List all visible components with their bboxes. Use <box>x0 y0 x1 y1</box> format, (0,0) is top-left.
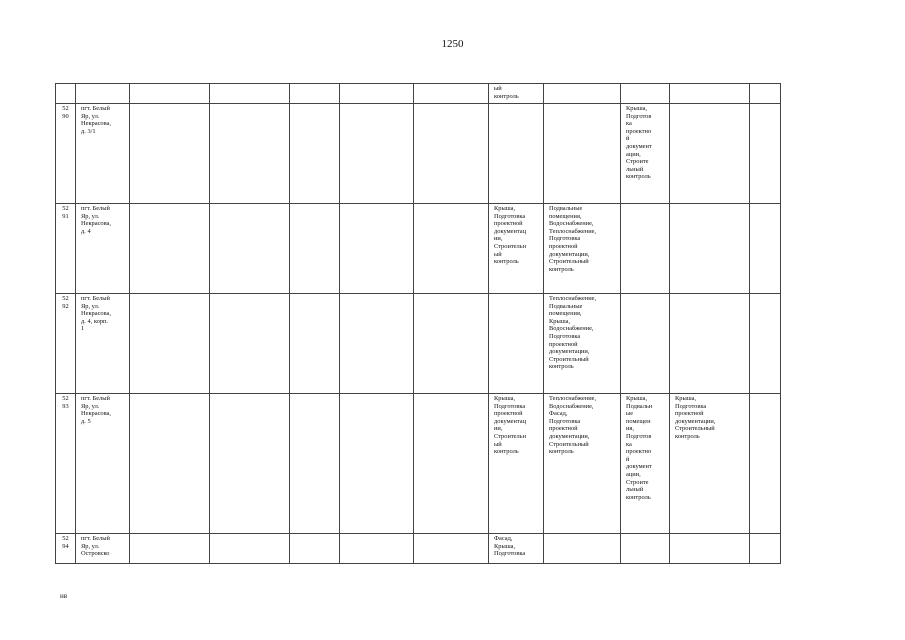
table-row <box>56 104 781 204</box>
work-cell <box>210 204 290 294</box>
work-cell <box>750 204 781 294</box>
work-cell <box>670 84 750 104</box>
work-cell <box>414 84 489 104</box>
work-cell <box>290 394 340 534</box>
work-cell <box>210 294 290 394</box>
address-cell: пгт. Белый Яр, ул. Некрасова, д. 4 <box>76 204 130 294</box>
work-cell <box>340 294 414 394</box>
repair-schedule-table <box>55 83 780 564</box>
work-cell <box>621 294 670 394</box>
work-cell <box>670 294 750 394</box>
work-cell <box>340 84 414 104</box>
work-cell <box>130 294 210 394</box>
work-cell <box>621 204 670 294</box>
work-cell <box>290 104 340 204</box>
work-cell: Крыша, Подвальн ые помещен ия, Подготов ка проектно й документ ации, Строите льный контроль <box>621 394 670 534</box>
work-cell: Теплоснабжение, Подвальные помещения, Крыша, Водоснабжение, Подготовка проектной документации, Строительный контроль <box>544 294 621 394</box>
work-cell: Подвальные помещения, Водоснабжение, Теплоснабжение, Подготовка проектной документации, Строительный контроль <box>544 204 621 294</box>
work-cell <box>290 534 340 564</box>
address-cell: пгт. Белый Яр, ул. Некрасова, д. 4, корп. 1 <box>76 294 130 394</box>
work-cell <box>130 394 210 534</box>
row-number: 52 93 <box>56 394 76 534</box>
work-cell <box>130 84 210 104</box>
work-cell <box>750 394 781 534</box>
work-cell <box>340 104 414 204</box>
work-cell <box>750 84 781 104</box>
work-cell <box>750 104 781 204</box>
table-row <box>56 294 781 394</box>
work-cell <box>414 534 489 564</box>
work-cell <box>414 394 489 534</box>
work-cell <box>290 84 340 104</box>
work-cell <box>290 204 340 294</box>
work-cell: Крыша, Подготов ка проектно й документ ации, Строите льный контроль <box>621 104 670 204</box>
row-number: 52 94 <box>56 534 76 564</box>
work-cell: Крыша, Подготовка проектной документации, Строительный контроль <box>670 394 750 534</box>
work-cell <box>621 534 670 564</box>
work-cell <box>340 534 414 564</box>
work-cell <box>750 294 781 394</box>
work-cell <box>544 104 621 204</box>
work-cell <box>489 104 544 204</box>
row-number: 52 91 <box>56 204 76 294</box>
table-row <box>56 394 781 534</box>
address-cell: пгт. Белый Яр, ул. Некрасова, д. 3/1 <box>76 104 130 204</box>
work-cell <box>489 294 544 394</box>
work-cell <box>414 104 489 204</box>
work-cell <box>130 204 210 294</box>
work-cell <box>210 394 290 534</box>
work-cell <box>290 294 340 394</box>
work-cell <box>414 294 489 394</box>
work-cell <box>670 204 750 294</box>
work-cell: Фасад, Крыша, Подготовка <box>489 534 544 564</box>
work-cell <box>210 534 290 564</box>
work-cell <box>210 104 290 204</box>
work-cell: Крыша, Подготовка проектной документац ии, Строительн ый контроль <box>489 394 544 534</box>
work-cell <box>414 204 489 294</box>
work-cell <box>130 534 210 564</box>
row-number: 52 90 <box>56 104 76 204</box>
address-cell: пгт. Белый Яр, ул. Островско <box>76 534 130 564</box>
work-cell <box>340 394 414 534</box>
work-cell <box>340 204 414 294</box>
address-cell <box>76 84 130 104</box>
address-cell: пгт. Белый Яр, ул. Некрасова, д. 5 <box>76 394 130 534</box>
work-cell: Теплоснабжение, Водоснабжение, Фасад, Подготовка проектной документации, Строительный контроль <box>544 394 621 534</box>
work-cell <box>621 84 670 104</box>
work-cell <box>544 84 621 104</box>
work-cell: Крыша, Подготовка проектной документац ии, Строительн ый контроль <box>489 204 544 294</box>
work-cell <box>210 84 290 104</box>
row-number: 52 92 <box>56 294 76 394</box>
work-cell: ый контроль <box>489 84 544 104</box>
work-cell <box>544 534 621 564</box>
page-number: 1250 <box>441 38 464 50</box>
work-cell <box>130 104 210 204</box>
table-row <box>56 534 781 564</box>
table-row <box>56 84 781 104</box>
work-cell <box>670 534 750 564</box>
table-row <box>56 204 781 294</box>
work-cell <box>670 104 750 204</box>
row-number <box>56 84 76 104</box>
work-cell <box>750 534 781 564</box>
footer-mark: нв <box>60 592 68 600</box>
